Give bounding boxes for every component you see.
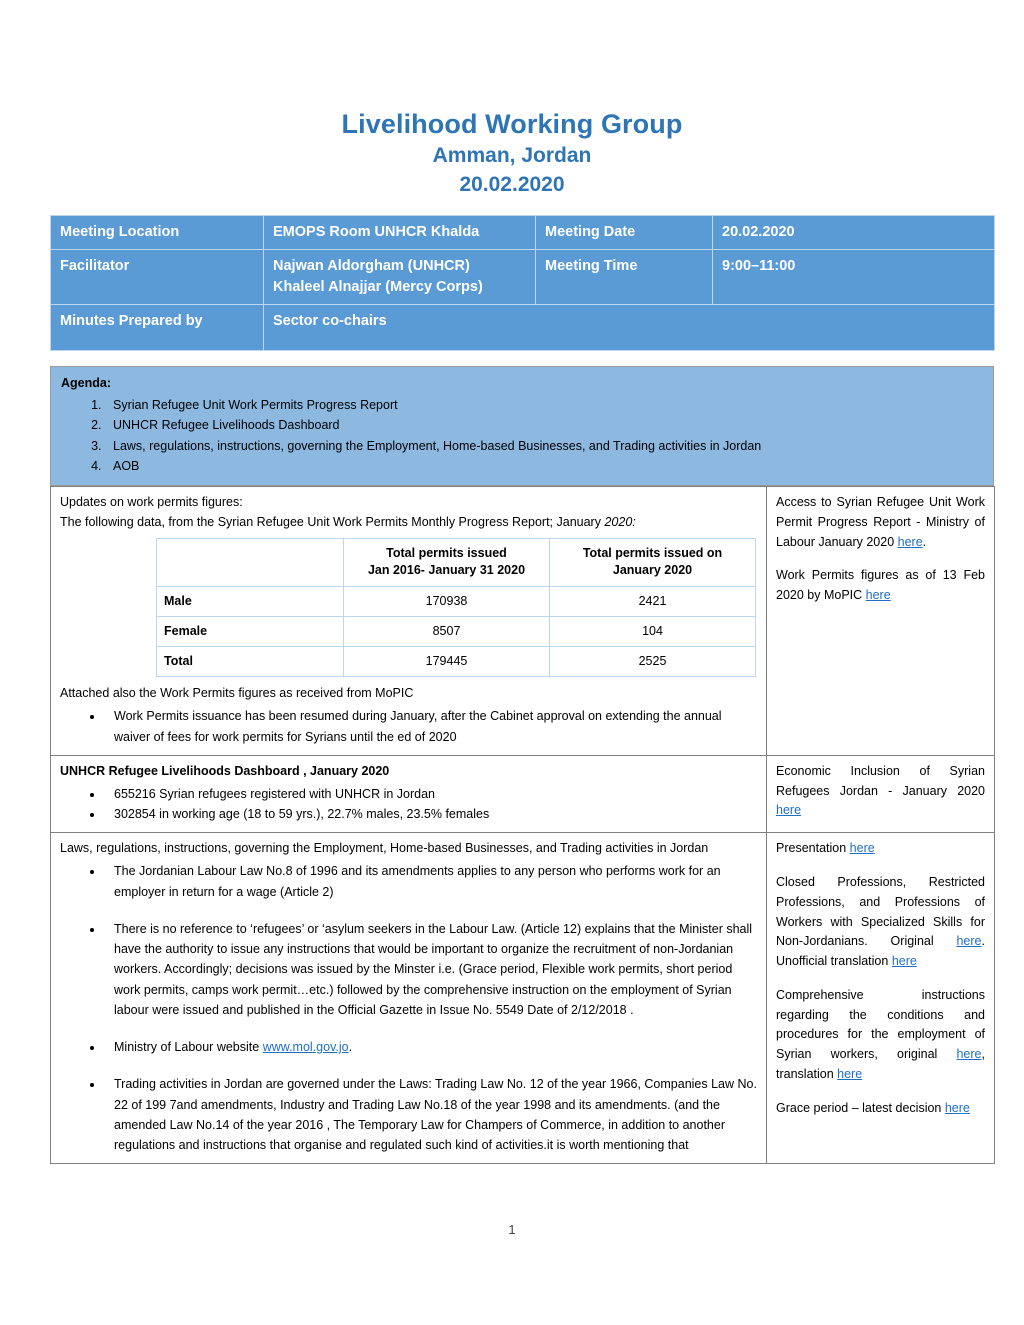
work-permits-lead-2-year: 2020 [604, 515, 633, 530]
table-row-laws [51, 833, 995, 1164]
resource-link-comprehensive-instructions [776, 986, 985, 1085]
table-row-work-permits [51, 487, 995, 756]
resource-link-presentation [776, 839, 985, 859]
permits-col-header-1-line1: Total permits issued [386, 546, 507, 561]
document-title-block [0, 0, 1024, 199]
table-row [157, 647, 756, 677]
facilitator-label: Facilitator [51, 250, 264, 305]
resource-link-progress-report [776, 493, 985, 552]
permits-col-header-1-line2: Jan 2016- January 31 2020 [367, 563, 526, 578]
dashboard-heading: UNHCR Refugee Livelihoods Dashboard , January 2020 [60, 763, 390, 778]
permits-female-total: 8507 [344, 616, 550, 646]
list-item: 2. UNHCR Refugee Livelihoods Dashboard [105, 415, 983, 435]
permits-data-table [156, 538, 756, 677]
resource-text: Work Permits figures as of 13 Feb 2020 by MoPIC [776, 568, 985, 603]
agenda-section [0, 366, 1024, 486]
agenda-heading: Agenda: [61, 376, 111, 391]
meeting-location-label: Meeting Location [51, 215, 264, 250]
here-link[interactable]: here [865, 588, 891, 603]
work-permits-bullets [60, 706, 757, 747]
here-link[interactable]: here [776, 803, 802, 818]
work-permits-lead-2-text: The following data, from the Syrian Refugee Unit Work Permits Monthly Progress Report; January [60, 515, 601, 530]
laws-heading: Laws, regulations, instructions, governing the Employment, Home-based Businesses, and Trading activities in Jordan [60, 841, 709, 856]
resource-text: Comprehensive instructions regarding the conditions and procedures for the employment of Syrian workers, original [776, 987, 985, 1062]
dashboard-bullets [60, 784, 757, 825]
resource-link-mopic-figures [776, 566, 985, 606]
resource-text: Economic Inclusion of Syrian Refugees Jordan - January 2020 [776, 763, 985, 798]
facilitator-value [264, 250, 536, 305]
list-item: • The Jordanian Labour Law No.8 of 1996 and its amendments applies to any person who performs work for an employer in return for a wage (Article 2) [104, 861, 757, 902]
resource-text-mid: . Unofficial translation [776, 934, 985, 969]
permits-col-header-2 [550, 539, 756, 587]
permits-col-blank [157, 539, 344, 587]
meeting-date-value: 20.02.2020 [713, 215, 995, 250]
resource-text: Presentation [776, 841, 850, 856]
permits-col-header-2-line2: January 2020 [612, 563, 693, 578]
meeting-info-table [50, 215, 995, 352]
here-link[interactable]: here [897, 534, 923, 549]
permits-row-label-total: Total [157, 647, 344, 677]
table-row [51, 215, 995, 250]
meeting-date-label: Meeting Date [536, 215, 713, 250]
minutes-prepared-value: Sector co-chairs [264, 305, 995, 351]
laws-mol-tail: . [348, 1040, 353, 1055]
mopic-attached-note: Attached also the Work Permits figures as received from MoPIC [60, 686, 414, 701]
page-number: 1 [508, 1222, 516, 1237]
list-item: • Trading activities in Jordan are governed under the Laws: Trading Law No. 12 of the year 1966, Companies Law No. 22 of 199 7and amendments, Industry and Trading Law No.18 of the year 1998 and its amendments. (and the amended Law No.14 of the year 2016 , The Temporary Law for Champers of Commerce, in addition to another regulations and instructions that organise and regulated such kind of activities.it is worth mentioning that [104, 1074, 757, 1155]
agenda-box [50, 366, 994, 486]
table-row [157, 586, 756, 616]
laws-bullets [60, 861, 757, 1155]
permits-male-january: 2421 [550, 586, 756, 616]
work-permits-lead-2-tail: : [632, 515, 636, 530]
facilitator-name-1: Najwan Aldorgham (UNHCR) [273, 258, 470, 275]
laws-mol-text: Ministry of Labour website [114, 1040, 263, 1055]
resource-text: Access to Syrian Refugee Unit Work Permit Progress Report - Ministry of Labour January 2020 [776, 495, 985, 549]
laws-resources [767, 833, 995, 1164]
permits-row-label-female: Female [157, 616, 344, 646]
meeting-location-value: EMOPS Room UNHCR Khalda [264, 215, 536, 250]
list-item: • Work Permits issuance has been resumed during January, after the Cabinet approval on extending the annual waiver of fees for work permits for Syrians until the ed of 2020 [104, 706, 757, 747]
laws-content [51, 833, 767, 1164]
list-item: 3. Laws, regulations, instructions, governing the Employment, Home-based Businesses, and Trading activities in Jordan [105, 436, 983, 456]
facilitator-name-2: Khaleel Alnajjar (Mercy Corps) [273, 278, 483, 295]
here-link-translation[interactable]: here [837, 1066, 863, 1081]
table-row [51, 305, 995, 351]
resource-link-grace-period [776, 1099, 985, 1119]
meeting-time-value: 9:00–11:00 [713, 250, 995, 305]
page-title: Livelihood Working Group [341, 109, 683, 139]
list-item: • There is no reference to ‘refugees’ or ‘asylum seekers in the Labour Law. (Article 12) explains that the Minister shall have the authority to issue any instructions that would be important to organize the recruitment of non-Jordanian workers. Accordingly; decisions was issued by the Minster i.e. (Grace period, Flexible work permits, short period work permits, camps work permit…etc.) followed by the comprehensive instruction on the employment of Syrian labour were issued and published in the Official Gazette in Issue No. 5549 Date of 2/12/2018 . [104, 919, 757, 1020]
meeting-time-label: Meeting Time [536, 250, 713, 305]
permits-male-total: 170938 [344, 586, 550, 616]
list-item: • 655216 Syrian refugees registered with UNHCR in Jordan [104, 784, 757, 804]
meeting-info-section [0, 215, 1024, 352]
agenda-list [61, 395, 983, 476]
here-link[interactable]: here [849, 841, 875, 856]
permits-female-january: 104 [550, 616, 756, 646]
list-item: • 302854 in working age (18 to 59 yrs.), 22.7% males, 23.5% females [104, 804, 757, 824]
minutes-body-section [0, 486, 1024, 1164]
dashboard-resources [767, 755, 995, 833]
here-link-original[interactable]: here [956, 934, 982, 949]
work-permits-lead-2 [60, 513, 757, 532]
permits-table-wrapper [60, 538, 757, 677]
table-row [51, 250, 995, 305]
resource-link-economic-inclusion [776, 762, 985, 821]
table-header-row [157, 539, 756, 587]
permits-col-header-1 [344, 539, 550, 587]
here-link[interactable]: here [944, 1100, 970, 1115]
table-row-dashboard [51, 755, 995, 833]
minutes-body-table [50, 486, 995, 1164]
permits-total-total: 179445 [344, 647, 550, 677]
work-permits-resources [767, 487, 995, 756]
here-link-translation[interactable]: here [891, 954, 917, 969]
permits-total-january: 2525 [550, 647, 756, 677]
list-item: 4. AOB [105, 456, 983, 476]
resource-text: Grace period – latest decision [776, 1100, 945, 1115]
permits-row-label-male: Male [157, 586, 344, 616]
work-permits-content [51, 487, 767, 756]
mol-website-link[interactable]: www.mol.gov.jo [262, 1040, 349, 1055]
resource-text-tail: . [922, 534, 927, 549]
minutes-prepared-label: Minutes Prepared by [51, 305, 264, 351]
resource-text: Closed Professions, Restricted Professions, and Professions of Workers with Specialized Skills for Non-Jordanians. Original [776, 875, 985, 949]
resource-text-mid: , translation [776, 1047, 985, 1081]
work-permits-lead-1: Updates on work permits figures: [60, 495, 243, 510]
list-item [104, 1037, 757, 1057]
resource-link-closed-professions [776, 873, 985, 972]
dashboard-content [51, 755, 767, 833]
permits-col-header-2-line1: Total permits issued on [582, 546, 723, 561]
here-link-original[interactable]: here [956, 1047, 982, 1062]
list-item: 1. Syrian Refugee Unit Work Permits Progress Report [105, 395, 983, 415]
table-row [157, 616, 756, 646]
page-subtitle-date: 20.02.2020 [459, 172, 565, 196]
page-subtitle-location: Amman, Jordan [432, 143, 592, 167]
